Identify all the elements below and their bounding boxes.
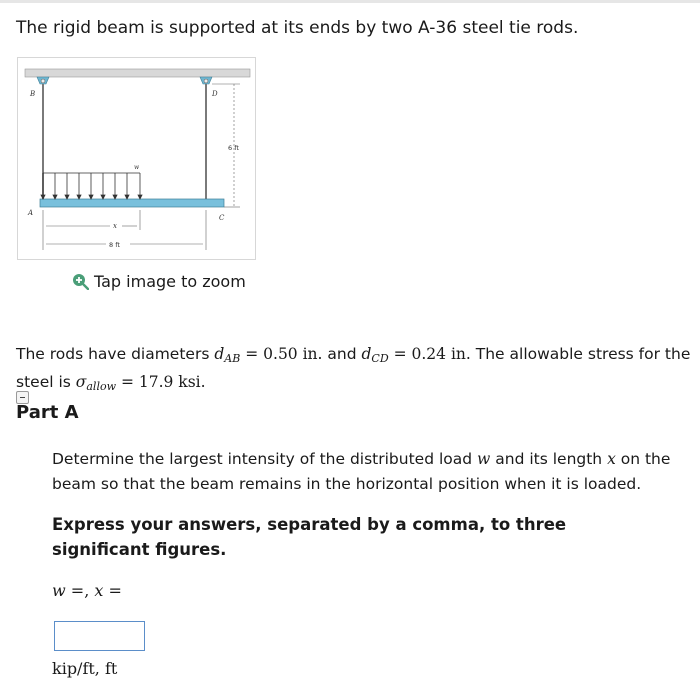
question-text-3: on the beam so that the beam remains in the horizontal position when it is loaded. xyxy=(52,450,671,493)
statement-and: and xyxy=(322,345,362,363)
rigid-beam xyxy=(40,199,224,207)
sigma-subscript: allow xyxy=(86,380,117,393)
label-height: 6 ft xyxy=(228,144,239,152)
tap-to-zoom[interactable] xyxy=(72,272,246,291)
d-cd-value: = 0.24 in. xyxy=(388,345,471,363)
label-c: C xyxy=(219,214,225,222)
problem-title: The rigid beam is supported at its ends by two A-36 steel tie rods. xyxy=(16,18,579,38)
top-divider xyxy=(0,0,700,3)
distributed-load xyxy=(41,173,142,199)
statement-text-1: The rods have diameters xyxy=(16,345,215,363)
equation-eq2: = xyxy=(103,581,122,600)
d-ab-variable: d xyxy=(214,345,225,363)
zoom-label: Tap image to zoom xyxy=(94,272,246,291)
answer-units: kip/ft, ft xyxy=(52,659,118,678)
question-text-1: Determine the largest intensity of the distributed load xyxy=(52,450,478,468)
part-title: Part A xyxy=(16,402,79,423)
question-text xyxy=(52,447,698,497)
zoom-in-icon xyxy=(72,273,89,290)
question-w: w xyxy=(477,450,491,468)
sigma-variable: σ xyxy=(75,373,87,391)
pin-support-d xyxy=(200,77,212,84)
pin-support-b xyxy=(37,77,49,84)
sigma-value: = 17.9 ksi. xyxy=(116,373,206,391)
label-x: x xyxy=(113,222,117,230)
d-ab-value: = 0.50 in. xyxy=(240,345,323,363)
label-d: D xyxy=(212,90,218,98)
answer-input[interactable] xyxy=(54,621,145,651)
answer-equation-label xyxy=(52,581,122,600)
label-a: A xyxy=(28,209,34,217)
answer-instruction: Express your answers, separated by a comma, to three significant figures. xyxy=(52,515,567,559)
label-b: B xyxy=(30,90,36,98)
problem-figure[interactable] xyxy=(17,57,256,260)
equation-w: w xyxy=(52,581,66,600)
question-text-2: and its length xyxy=(490,450,608,468)
equation-eq1: =, xyxy=(65,581,95,600)
statement-text-2: The allowable stress for the steel is xyxy=(16,345,691,391)
ceiling-support xyxy=(25,69,250,77)
length-dimension xyxy=(46,210,206,250)
label-length: 8 ft xyxy=(109,241,120,249)
d-cd-subscript: CD xyxy=(371,352,389,365)
beam-diagram xyxy=(18,58,255,259)
equation-x: x xyxy=(94,581,104,600)
question-x: x xyxy=(607,450,616,468)
d-ab-subscript: AB xyxy=(224,352,241,365)
d-cd-variable: d xyxy=(361,345,372,363)
problem-statement xyxy=(16,341,696,397)
label-w: w xyxy=(134,164,140,171)
